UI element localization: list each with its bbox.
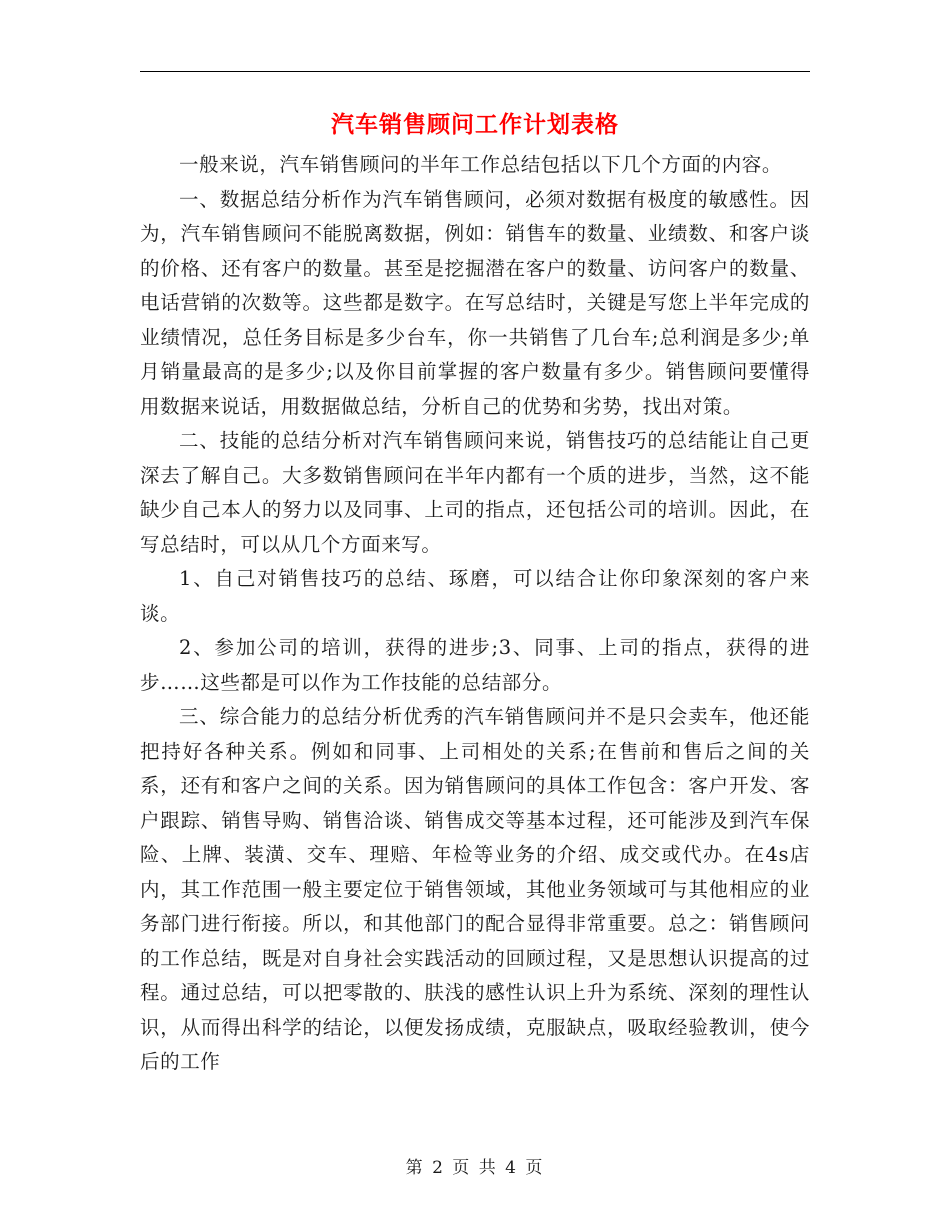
header-rule: [140, 71, 810, 72]
paragraph-data-analysis: 一、数据总结分析作为汽车销售顾问，必须对数据有极度的敏感性。因为，汽车销售顾问不能脱离数据，例如：销售车的数量、业绩数、和客户谈的价格、还有客户的数量。甚至是挖掘潜在客户的数量、访问客户的数量、电话营销的次数等。这些都是数字。在写总结时，关键是写您上半年完成的业绩情况，总任务目标是多少台车，你一共销售了几台车;总利润是多少;单月销量最高的是多少;以及你目前掌握的客户数量有多少。销售顾问要懂得用数据来说话，用数据做总结，分析自己的优势和劣势，找出对策。: [140, 187, 810, 418]
page-number-footer: 第 2 页 共 4 页: [405, 1158, 545, 1178]
document-title: 汽车销售顾问工作计划表格: [331, 111, 619, 138]
paragraph-intro: 一般来说，汽车销售顾问的半年工作总结包括以下几个方面的内容。: [179, 153, 783, 176]
paragraph-item-1: 1、自己对销售技巧的总结、琢磨，可以结合让你印象深刻的客户来谈。: [140, 567, 810, 625]
paragraph-skills-analysis: 二、技能的总结分析对汽车销售顾问来说，销售技巧的总结能让自己更深去了解自己。大多数销售顾问在半年内都有一个质的进步，当然，这不能缺少自己本人的努力以及同事、上司的指点，还包括公司的培训。因此，在写总结时，可以从几个方面来写。: [140, 429, 810, 556]
document-body: [140, 148, 810, 1080]
paragraph-item-2-3: 2、参加公司的培训，获得的进步;3、同事、上司的指点，获得的进步……这些都是可以作为工作技能的总结部分。: [140, 636, 810, 694]
paragraph-overall-ability: 三、综合能力的总结分析优秀的汽车销售顾问并不是只会卖车，他还能把持好各种关系。例如和同事、上司相处的关系;在售前和售后之间的关系，还有和客户之间的关系。因为销售顾问的具体工作包含：客户开发、客户跟踪、销售导购、销售洽谈、销售成交等基本过程，还可能涉及到汽车保险、上牌、装潢、交车、理赔、年检等业务的介绍、成交或代办。在4s店内，其工作范围一般主要定位于销售领域，其他业务领域可与其他相应的业务部门进行衔接。所以，和其他部门的配合显得非常重要。总之：销售顾问的工作总结，既是对自身社会实践活动的回顾过程，又是思想认识提高的过程。通过总结，可以把零散的、肤浅的感性认识上升为系统、深刻的理性认识，从而得出科学的结论，以便发扬成绩，克服缺点，吸取经验教训，使今后的工作: [140, 705, 810, 1073]
